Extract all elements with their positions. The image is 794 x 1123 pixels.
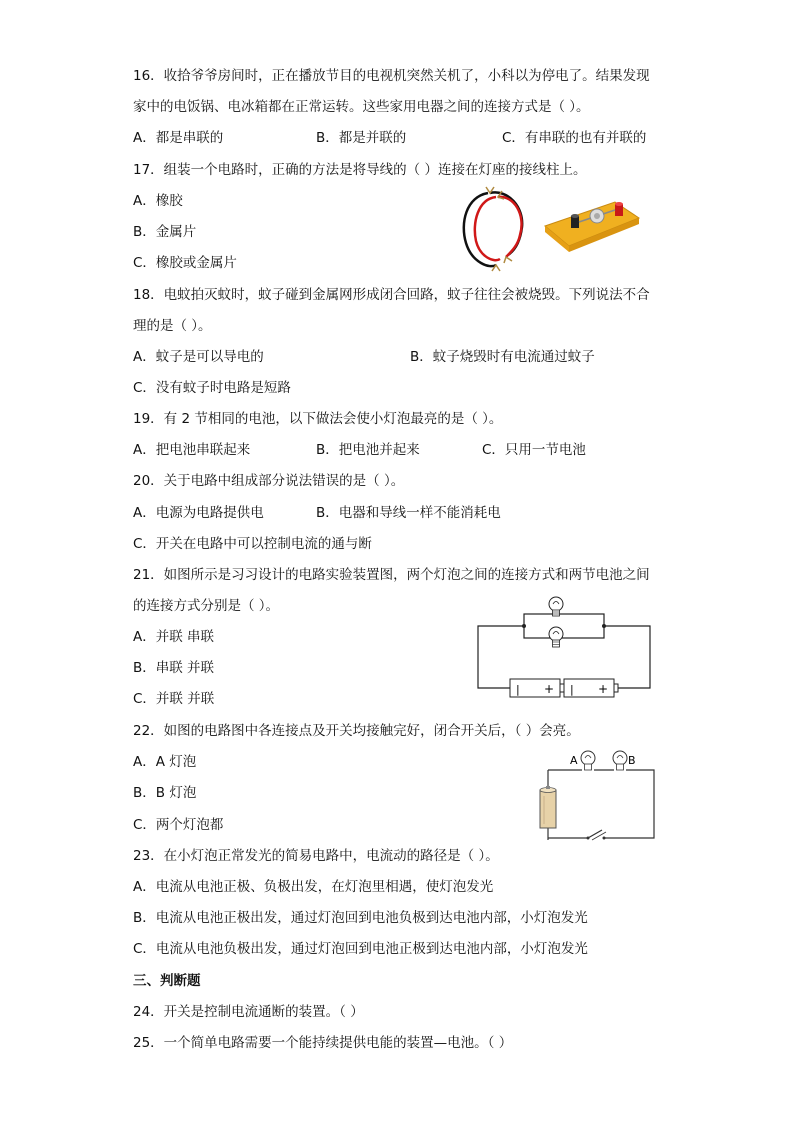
q20-option-c: C．开关在电路中可以控制电流的通与断 [133,536,372,552]
q21-battery-minus: | [516,683,520,696]
q19-option-a: A．把电池串联起来 [133,442,251,458]
q16-option-b: B．都是并联的 [316,130,407,146]
q23-option-a: A．电流从电池正极、负极出发，在灯泡里相遇，使灯泡发光 [133,879,494,895]
q16-stem-line1: 16．收拾爷爷房间时，正在播放节目的电视机突然关机了，小科以为停电了。结果发现 [133,68,650,84]
q22-battery-icon [540,786,556,828]
q22-label-b: B [628,754,636,767]
q17-option-a: A．橡胶 [133,193,183,209]
q22-bulb-a-icon [581,751,595,770]
q21-circuit-diagram [474,590,654,702]
q17-stem: 17．组装一个电路时，正确的方法是将导线的（ ）连接在灯座的接线柱上。 [133,162,587,178]
q22-label-a: A [570,754,578,767]
q22-circuit-diagram [536,744,658,840]
q21-option-a: A．并联 串联 [133,629,215,645]
q23-option-b: B．电流从电池正极出发，通过灯泡回到电池负极到达电池内部，小灯泡发光 [133,910,588,926]
q22-option-a: A．A 灯泡 [133,754,197,770]
section-heading-judgement: 三、判断题 [133,973,201,989]
q20-option-b: B．电器和导线一样不能消耗电 [316,505,501,521]
q25-stem: 25．一个简单电路需要一个能持续提供电能的装置—电池。（ ） [133,1035,513,1051]
q19-stem: 19．有 2 节相同的电池，以下做法会使小灯泡最亮的是（ ）。 [133,411,503,427]
q16-option-a: A．都是串联的 [133,130,224,146]
q19-option-b: B．把电池并起来 [316,442,420,458]
q22-option-c: C．两个灯泡都 [133,817,224,833]
q21-stem-line2: 的连接方式分别是（ ）。 [133,598,280,614]
q21-battery-icon [564,679,618,697]
q21-battery-icon [510,679,564,697]
q21-battery-plus: + [544,682,555,696]
q20-stem: 20．关于电路中组成部分说法错误的是（ ）。 [133,473,405,489]
q24-stem: 24．开关是控制电流通断的装置。（ ） [133,1004,364,1020]
q17-option-b: B．金属片 [133,224,197,240]
q22-stem: 22．如图的电路图中各连接点及开关均接触完好，闭合开关后，（ ）会亮。 [133,723,580,739]
q22-option-b: B．B 灯泡 [133,785,197,801]
q21-option-b: B．串联 并联 [133,660,215,676]
q22-bulb-b-icon [613,751,627,770]
q21-stem-line1: 21．如图所示是习习设计的电路实验装置图，两个灯泡之间的连接方式和两节电池之间 [133,567,650,583]
q18-stem-line2: 理的是（ ）。 [133,318,212,334]
q22-switch-icon [587,830,607,840]
q18-stem-line1: 18．电蚊拍灭蚊时，蚊子碰到金属网形成闭合回路，蚊子往往会被烧毁。下列说法不合 [133,287,650,303]
q21-option-c: C．并联 并联 [133,691,215,707]
q21-battery-minus: | [570,683,574,696]
q17-lamp-holder-image [541,196,641,254]
q16-stem-line2: 家中的电饭锅、电冰箱都在正常运转。这些家用电器之间的连接方式是（ ）。 [133,99,590,115]
q23-option-c: C．电流从电池负极出发，通过灯泡回到电池正极到达电池内部，小灯泡发光 [133,941,588,957]
q17-wires-image [460,183,530,275]
q21-bulb-icon [549,597,563,616]
q16-option-c: C．有串联的也有并联的 [502,130,647,146]
q21-bulb-icon [549,627,563,647]
q18-option-a: A．蚊子是可以导电的 [133,349,264,365]
q20-option-a: A．电源为电路提供电 [133,505,264,521]
q19-option-c: C．只用一节电池 [482,442,586,458]
q18-option-c: C．没有蚊子时电路是短路 [133,380,291,396]
q21-battery-plus: + [598,682,609,696]
q23-stem: 23．在小灯泡正常发光的简易电路中，电流动的路径是（ ）。 [133,848,499,864]
q18-option-b: B．蚊子烧毁时有电流通过蚊子 [410,349,595,365]
q17-option-c: C．橡胶或金属片 [133,255,237,271]
